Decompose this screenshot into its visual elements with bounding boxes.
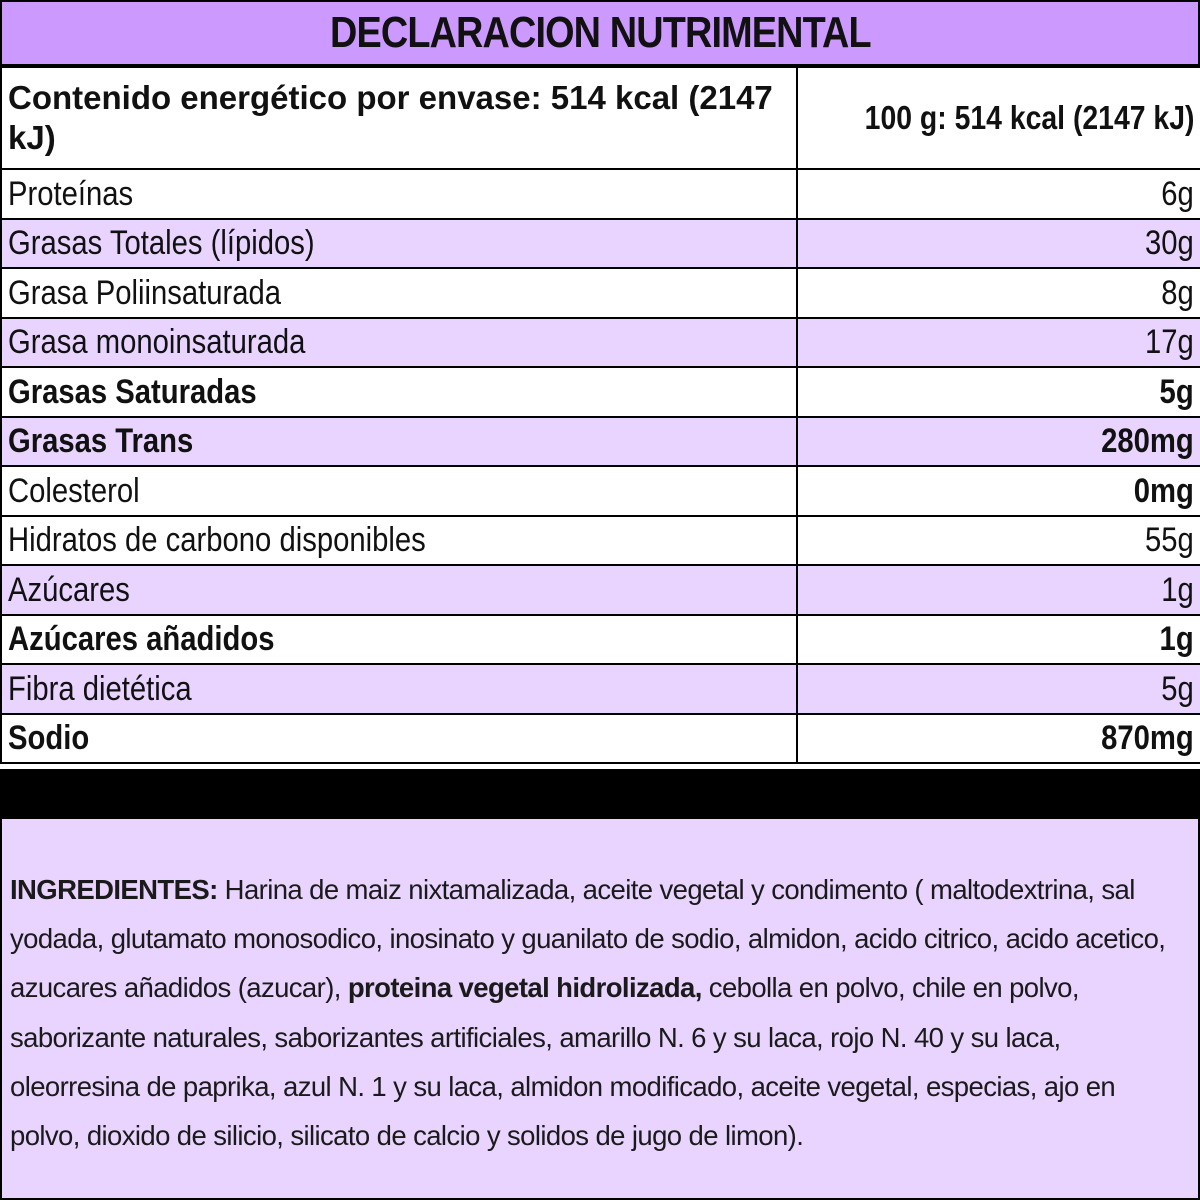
table-row [1, 664, 1200, 714]
nutrient-value: 1g [1161, 570, 1194, 609]
nutrient-name: Sodio [8, 719, 90, 758]
nutrient-value: 6g [1161, 174, 1194, 213]
nutrient-name: Proteínas [8, 174, 134, 213]
nutrition-table [0, 66, 1200, 764]
table-row [1, 318, 1200, 368]
energy-per-package: Contenido energético por envase: 514 kcal (2147 kJ) [1, 67, 797, 169]
nutrient-name: Azúcares [8, 570, 130, 609]
nutrient-value: 8g [1161, 273, 1194, 312]
nutrient-value: 5g [1161, 669, 1194, 708]
nutrient-name: Grasas Saturadas [8, 372, 257, 411]
table-row [1, 367, 1200, 417]
energy-per-100g: 100 g: 514 kcal (2147 kJ) [797, 67, 1200, 169]
table-row [1, 268, 1200, 318]
table-row [1, 615, 1200, 665]
table-row [1, 417, 1200, 467]
nutrient-name: Grasas Trans [8, 422, 194, 461]
nutrient-value: 30g [1145, 224, 1194, 263]
nutrient-value: 1g [1159, 620, 1194, 659]
nutrient-name: Azúcares añadidos [8, 620, 275, 659]
nutrient-name: Grasa Poliinsaturada [8, 273, 282, 312]
energy-header-row [1, 67, 1200, 169]
nutrient-value: 55g [1145, 521, 1194, 560]
nutrient-value: 870mg [1101, 719, 1194, 758]
table-row [1, 516, 1200, 566]
table-row [1, 219, 1200, 269]
nutrient-value: 280mg [1101, 422, 1194, 461]
nutrient-value: 0mg [1133, 471, 1194, 510]
nutrient-name: Hidratos de carbono disponibles [8, 521, 426, 560]
ingredients-text: Harina de maiz nixtamalizada, aceite vegetal y condimento ( maltodextrina, sal yodada, glutamato monosodico, inosinato y guanilato de sodio, almidon, acido citrico, acido acetico, azucares añadidos (azucar), [10, 874, 1166, 1004]
ingredients-panel [0, 819, 1200, 1200]
nutrient-value: 5g [1159, 372, 1194, 411]
table-row [1, 169, 1200, 219]
nutrient-name: Fibra dietética [8, 669, 192, 708]
ingredients-bold-text: proteina vegetal hidrolizada, [347, 972, 702, 1004]
ingredients-text: cebolla en polvo, chile en polvo, saborizante naturales, saborizantes artificiales, amarillo N. 6 y su laca, rojo N. 40 y su laca, oleorresina de paprika, azul N. 1 y su laca, almidon modificado, aceite vegetal, especias, ajo en polvo, dioxido de silicio, silicato de calcio y solidos de jugo de limon). [10, 972, 1116, 1152]
nutrient-name: Grasa monoinsaturada [8, 323, 306, 362]
label-title: DECLARACION NUTRIMENTAL [0, 0, 1200, 66]
nutrient-name: Colesterol [8, 471, 140, 510]
ingredients-label: INGREDIENTES: [10, 874, 218, 905]
table-row [1, 565, 1200, 615]
nutrient-value: 17g [1145, 323, 1194, 362]
table-row [1, 466, 1200, 516]
table-row [1, 714, 1200, 764]
black-divider-bar [0, 769, 1200, 819]
nutrient-name: Grasas Totales (lípidos) [8, 224, 315, 263]
